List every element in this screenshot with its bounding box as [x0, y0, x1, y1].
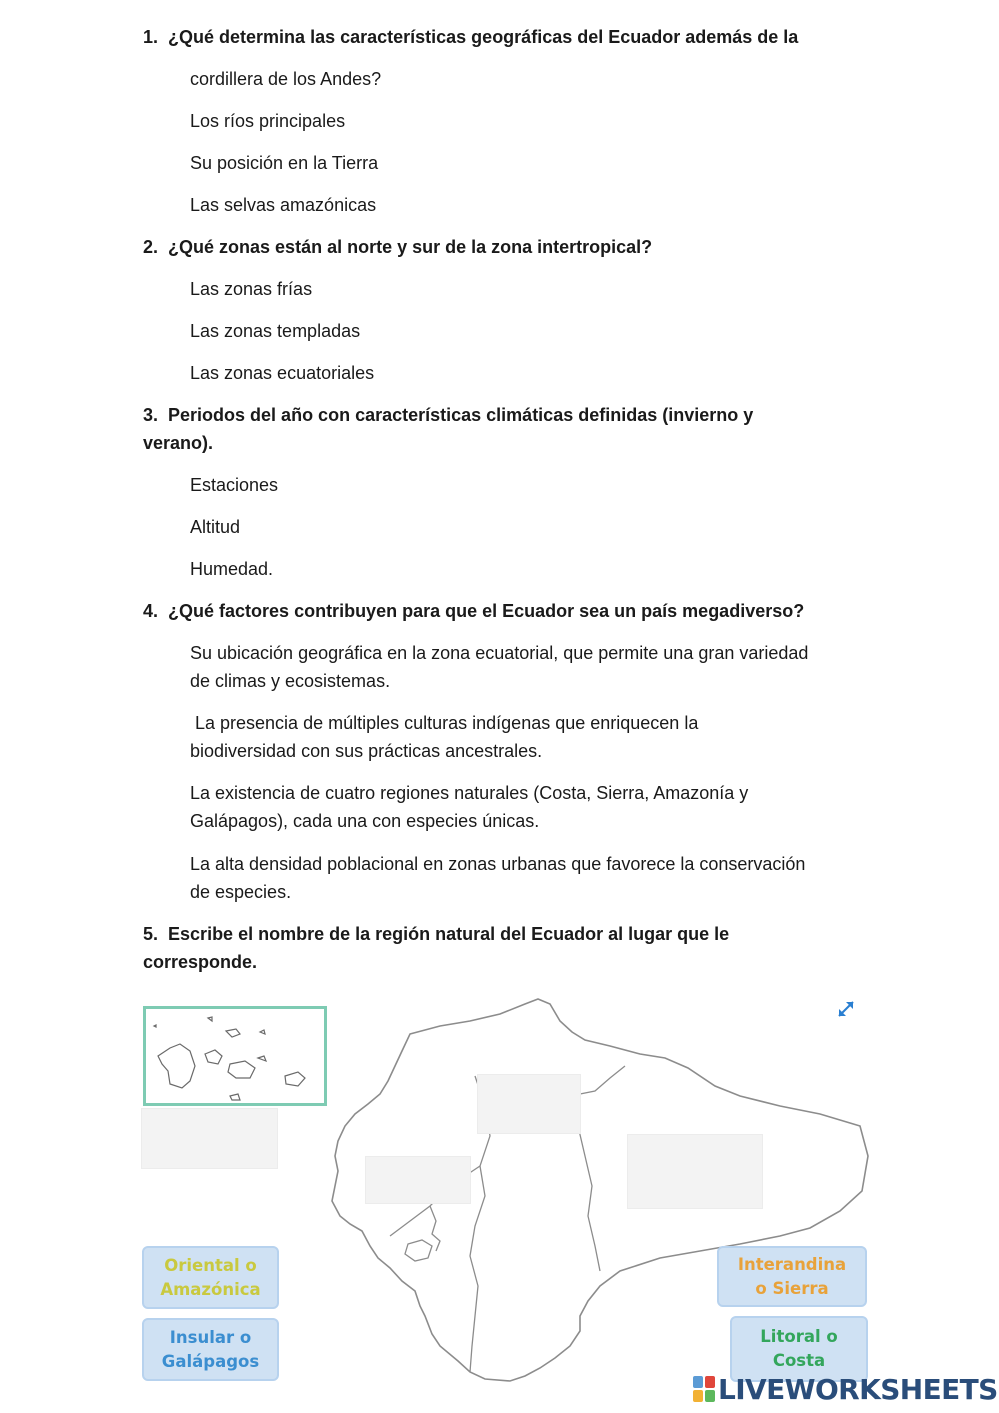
q2-option-1[interactable]: Las zonas frías [190, 279, 313, 299]
question-5-title: 5. Escribe el nombre de la región natural del Ecuador al lugar que le corresponde. [143, 924, 730, 972]
label-litoral-text: Litoral o Costa [760, 1327, 838, 1370]
estuary [430, 1206, 440, 1251]
q4-option-1[interactable]: Su ubicación geográfica en la zona ecuatorial, que permite una gran variedad de climas y ecosistemas. [190, 643, 809, 691]
galapagos-inset-frame [143, 1006, 327, 1106]
expand-icon[interactable] [836, 999, 856, 1019]
ecuador-map-activity [140, 996, 870, 1384]
label-insular-text: Insular o Galápagos [161, 1327, 260, 1371]
liveworksheets-logo [692, 1374, 998, 1404]
question-4-title: 4. ¿Qué factores contribuyen para que el Ecuador sea un país megadiverso? [143, 601, 805, 621]
q3-option-2[interactable]: Altitud [190, 517, 241, 537]
label-interandina-sierra[interactable] [717, 1246, 867, 1307]
label-oriental-text: Oriental o Amazónica [160, 1255, 261, 1299]
liveworksheets-icon [692, 1375, 716, 1403]
q1-option-2[interactable]: Su posición en la Tierra [190, 153, 379, 173]
question-3-title: 3. Periodos del año con características climáticas definidas (invierno y verano). [143, 405, 754, 453]
q1-option-3[interactable]: Las selvas amazónicas [190, 195, 377, 215]
label-insular-galapagos[interactable] [142, 1318, 279, 1381]
drop-zone-north[interactable] [477, 1074, 581, 1134]
q3-option-3[interactable]: Humedad. [190, 559, 274, 579]
q4-option-3[interactable]: La existencia de cuatro regiones naturales (Costa, Sierra, Amazonía y Galápagos), cada una con especies únicas. [190, 783, 749, 831]
puna-island [405, 1240, 432, 1261]
drop-zone-coast[interactable] [365, 1156, 471, 1204]
q3-option-1[interactable]: Estaciones [190, 475, 279, 495]
q2-option-2[interactable]: Las zonas templadas [190, 321, 361, 341]
drop-zone-insular[interactable] [141, 1108, 278, 1169]
label-interandina-text: Interandina o Sierra [737, 1254, 847, 1298]
question-2-title: 2. ¿Qué zonas están al norte y sur de la zona intertropical? [143, 237, 653, 257]
liveworksheets-brand-text: LIVEWORKSHEETS [718, 1372, 998, 1406]
q2-option-3[interactable]: Las zonas ecuatoriales [190, 363, 375, 383]
question-1-title-continuation: cordillera de los Andes? [190, 69, 382, 89]
label-oriental-amazonica[interactable] [142, 1246, 279, 1309]
q1-option-1[interactable]: Los ríos principales [190, 111, 346, 131]
drop-zone-east[interactable] [627, 1134, 763, 1209]
q4-option-2[interactable]: La presencia de múltiples culturas indígenas que enriquecen la biodiversidad con sus prácticas ancestrales. [190, 713, 699, 761]
q4-option-4[interactable]: La alta densidad poblacional en zonas urbanas que favorece la conservación de especies. [190, 854, 806, 902]
question-1-title: 1. ¿Qué determina las características geográficas del Ecuador además de la [143, 27, 799, 47]
